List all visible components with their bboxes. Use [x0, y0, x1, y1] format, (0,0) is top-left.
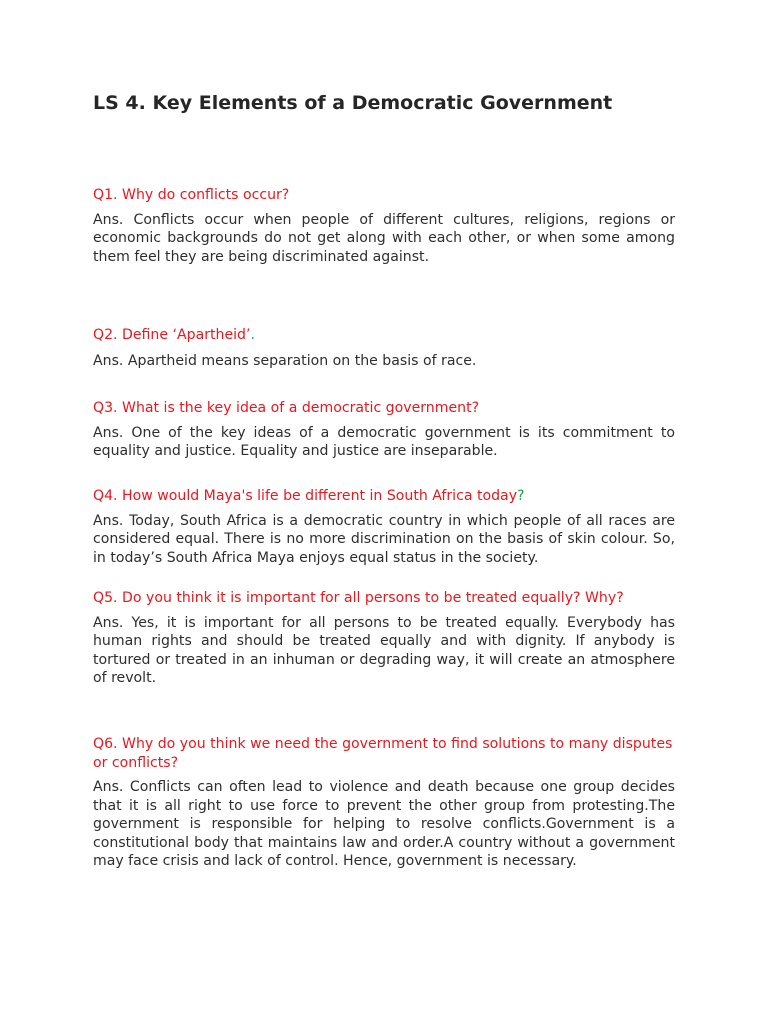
- qa-item-3: [93, 399, 675, 461]
- qa-item-2: [93, 326, 675, 370]
- question-2-suffix: .: [250, 327, 255, 343]
- answer-3: Ans. One of the key ideas of a democratic government is its commitment to equality and justice. Equality and justice are inseparable.: [93, 424, 675, 459]
- answer-5: Ans. Yes, it is important for all persons to be treated equally. Everybody has human rights and should be treated equally and with dignity. If anybody is tortured or treated in an inhuman or degrading way, it will create an atmosphere of revolt.: [93, 614, 675, 686]
- qa-item-6: [93, 735, 675, 871]
- question-4: [93, 487, 675, 506]
- answer-4: Ans. Today, South Africa is a democratic country in which people of all races are considered equal. There is no more discrimination on the basis of skin colour. So, in today’s South Africa Maya enjoys equal status in the society.: [93, 512, 675, 566]
- question-1: Q1. Why do conflicts occur?: [93, 187, 290, 203]
- qa-item-1: [93, 186, 675, 266]
- question-4-text: Q4. How would Maya's life be different in South Africa today: [93, 488, 518, 504]
- answer-1: Ans. Conflicts occur when people of different cultures, religions, regions or economic backgrounds do not get along with each other, or when some among them feel they are being discriminated against.: [93, 211, 675, 265]
- question-6: Q6. Why do you think we need the government to find solutions to many disputes or conflicts?: [93, 736, 673, 771]
- page-title: LS 4. Key Elements of a Democratic Government: [93, 92, 613, 114]
- qa-item-4: [93, 487, 675, 567]
- question-5: Q5. Do you think it is important for all persons to be treated equally? Why?: [93, 590, 624, 606]
- answer-2: Ans. Apartheid means separation on the basis of race.: [93, 352, 477, 369]
- question-2-text: Q2. Define ‘Apartheid’: [93, 327, 251, 343]
- answer-6: Ans. Conflicts can often lead to violence and death because one group decides that it is all right to use force to prevent the other group from protesting.The government is responsible for helping to resolve conflicts.Government is a constitutional body that maintains law and order.A country without a government may face crisis and lack of control. Hence, government is necessary.: [93, 779, 675, 869]
- question-4-suffix: ?: [517, 488, 525, 504]
- qa-item-5: [93, 589, 675, 688]
- question-2: [93, 326, 675, 345]
- question-3: Q3. What is the key idea of a democratic government?: [93, 400, 480, 416]
